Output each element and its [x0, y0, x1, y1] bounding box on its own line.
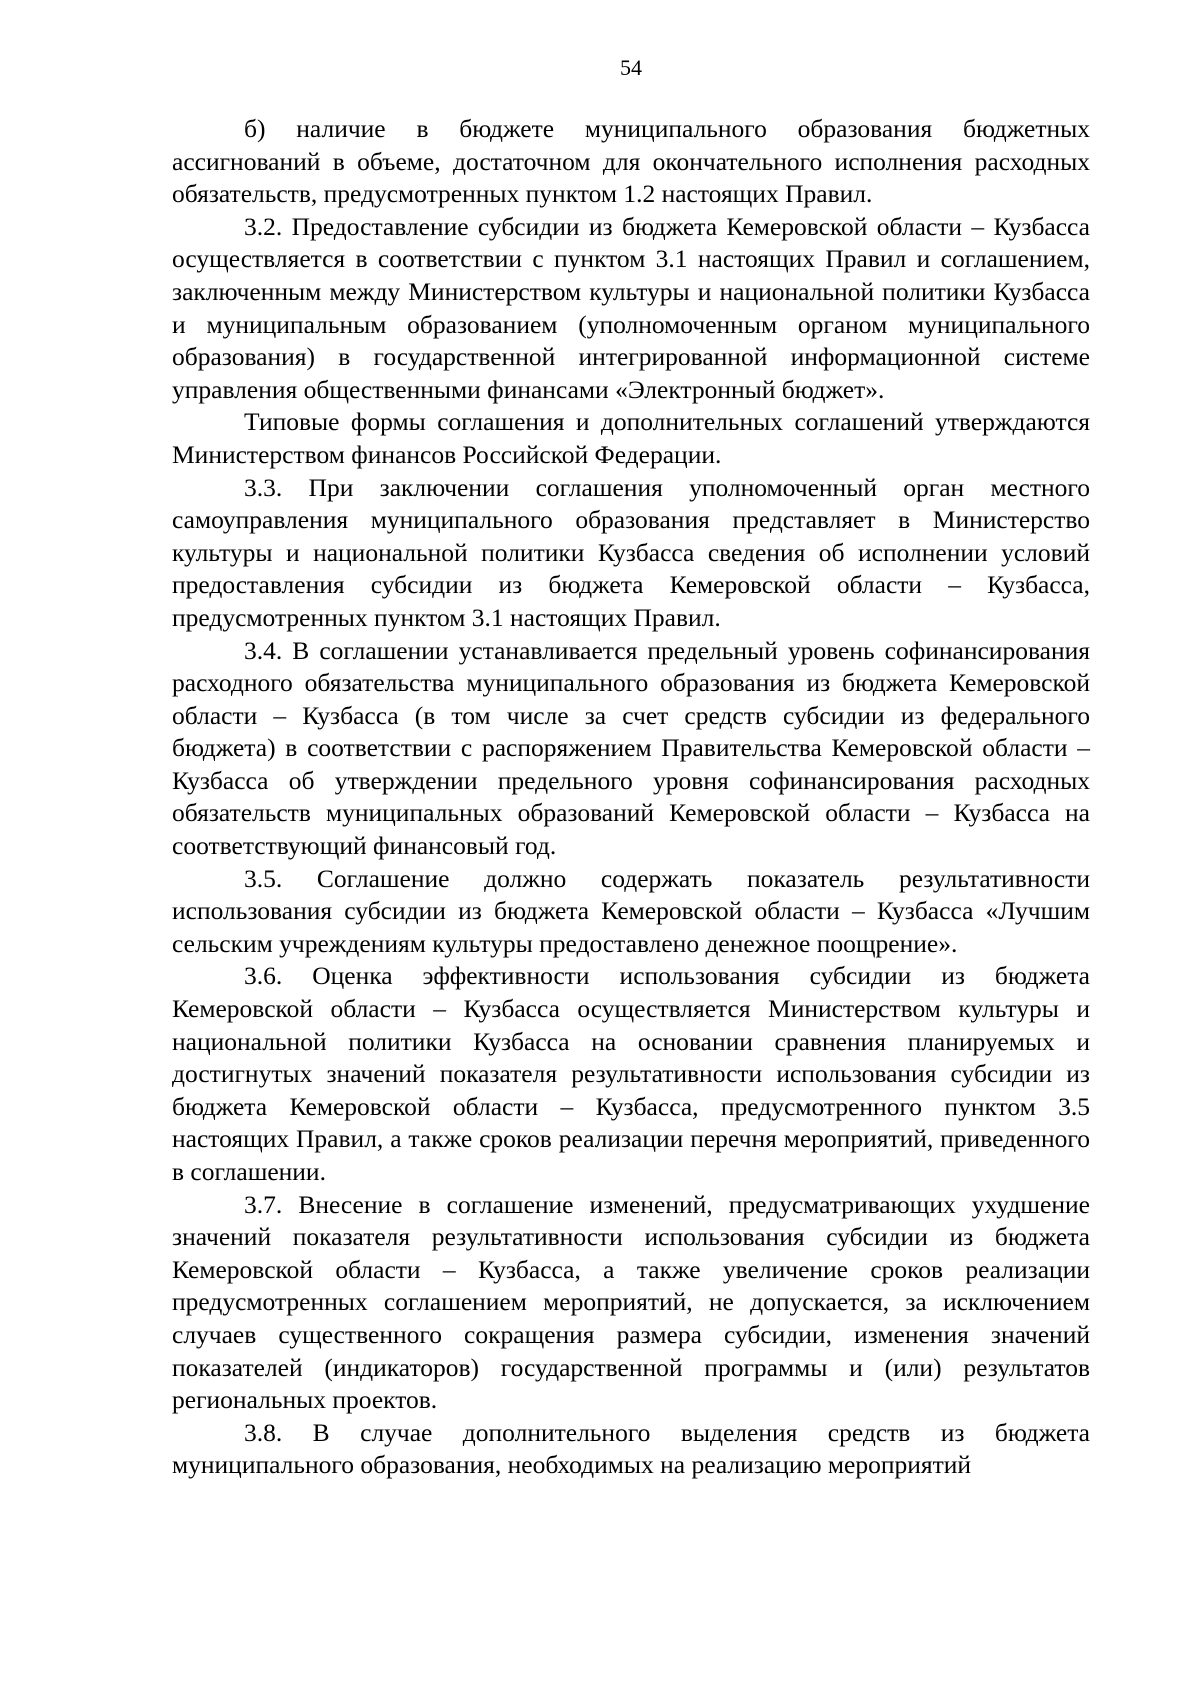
paragraph-3-5-performance-indicator: 3.5. Соглашение должно содержать показатель результативности использования субсидии из бюджета Кемеровской области – Кузбасса «Лучшим сельским учреждениям культуры предоставлено денежное поощрение». — [172, 863, 1090, 958]
page-number: 54 — [620, 55, 642, 80]
paragraph-1b-budget-allocations: б) наличие в бюджете муниципального образования бюджетных ассигнований в объеме, достаточном для окончательного исполнения расходных обязательств, предусмотренных пунктом 1.2 настоящих Правил. — [172, 114, 1090, 209]
paragraph-standard-agreement-forms: Типовые формы соглашения и дополнительных соглашений утверждаются Министерством финансов Российской Федерации. — [172, 407, 1090, 469]
paragraph-3-7-agreement-changes: 3.7. Внесение в соглашение изменений, предусматривающих ухудшение значений показателя результативности использования субсидии из бюджета Кемеровской области – Кузбасса, а также увеличение сроков реализации предусмотренных соглашением мероприятий, не допускается, за исключением случаев существенного сокращения размера субсидии, изменения значений показателей (индикаторов) государственной программы и (или) результатов региональных проектов. — [172, 1189, 1090, 1415]
paragraph-3-8-additional-funds: 3.8. В случае дополнительного выделения средств из бюджета муниципального образования, необходимых на реализацию мероприятий — [172, 1417, 1090, 1480]
document-body — [172, 113, 1090, 1482]
paragraph-3-6-efficiency-assessment: 3.6. Оценка эффективности использования субсидии из бюджета Кемеровской области – Кузбасса осуществляется Министерством культуры и национальной политики Кузбасса на основании сравнения планируемых и достигнутых значений показателя результативности использования субсидии из бюджета Кемеровской области – Кузбасса, предусмотренного пунктом 3.5 настоящих Правил, а также сроков реализации перечня мероприятий, приведенного в соглашении. — [172, 961, 1090, 1186]
paragraph-3-4-cofinancing-level: 3.4. В соглашении устанавливается предельный уровень софинансирования расходного обязательства муниципального образования из бюджета Кемеровской области – Кузбасса (в том числе за счет средств субсидии из федерального бюджета) в соответствии с распоряжением Правительства Кемеровской области – Кузбасса об утверждении предельного уровня софинансирования расходных обязательств муниципальных образований Кемеровской области – Кузбасса на соответствующий финансовый год. — [172, 635, 1090, 861]
paragraph-3-3-agreement-conclusion: 3.3. При заключении соглашения уполномоченный орган местного самоуправления муниципального образования представляет в Министерство культуры и национальной политики Кузбасса сведения об исполнении условий предоставления субсидии из бюджета Кемеровской области – Кузбасса, предусмотренных пунктом 3.1 настоящих Правил. — [172, 472, 1090, 632]
paragraph-3-2-subsidy-provision: 3.2. Предоставление субсидии из бюджета Кемеровской области – Кузбасса осуществляется в соответствии с пунктом 3.1 настоящих Правил и соглашением, заключенным между Министерством культуры и национальной политики Кузбасса и муниципальным образованием (уполномоченным органом муниципального образования) в государственной интегрированной информационной системе управления общественными финансами «Электронный бюджет». — [172, 211, 1090, 404]
